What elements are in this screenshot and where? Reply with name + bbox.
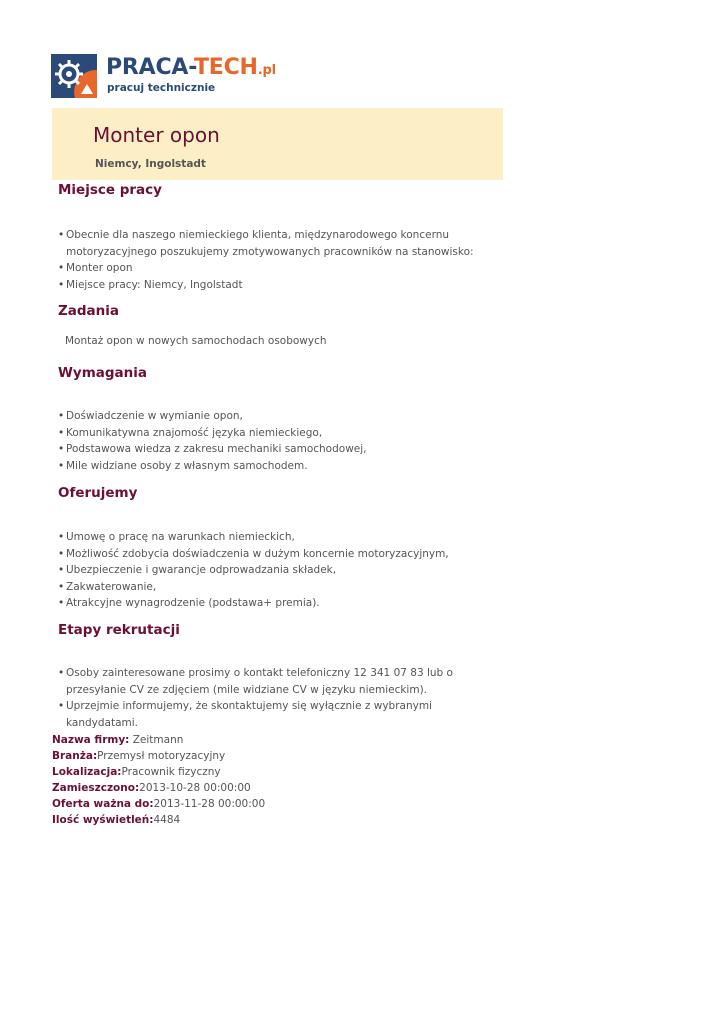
zadania-text: Montaż opon w nowych samochodach osobowych [65,335,327,347]
meta-value: Zeitmann [129,734,184,746]
logo-part-tld: .pl [257,63,276,78]
logo-wordmark [106,55,276,84]
meta-value: 2013-10-28 00:00:00 [139,782,251,794]
list-item: • Komunikatywna znajomość języka niemieckiego, [58,425,498,442]
meta-views [52,812,265,828]
meta-industry [52,748,265,764]
list-item: • Obecnie dla naszego niemieckiego klienta, międzynarodowego koncernu motoryzacyjnego poszukujemy zmotywowanych pracowników na stanowisko: [58,227,478,260]
list-item: • Zakwaterowanie, [58,579,498,596]
list-item: • Mile widziane osoby z własnym samochodem. [58,458,498,475]
meta-valid [52,796,265,812]
meta-value: Pracownik fizyczny [121,766,221,778]
meta-posted [52,780,265,796]
job-location: Niemcy, Ingolstadt [95,158,206,170]
list-item: • Atrakcyjne wynagrodzenie (podstawa+ premia). [58,595,498,612]
meta-label: Zamieszczono: [52,782,140,794]
meta-location [52,764,265,780]
list-item: • Umowę o pracę na warunkach niemieckich, [58,529,498,546]
list-oferujemy [58,529,498,612]
section-title-zadania: Zadania [58,303,120,319]
list-item: • Miejsce pracy: Niemcy, Ingolstadt [58,277,478,294]
job-title: Monter opon [93,123,220,147]
section-title-miejsce: Miejsce pracy [58,182,162,198]
logo-tagline: pracuj technicznie [107,82,216,94]
list-item: • Osoby zainteresowane prosimy o kontakt telefoniczny 12 341 07 83 lub o przesyłanie CV ze zdjęciem (mile widziane CV w języku niemieckim). [58,665,498,698]
meta-value: Przemysł motoryzacyjny [97,750,226,762]
section-title-etapy: Etapy rekrutacji [58,622,180,638]
meta-value: 2013-11-28 00:00:00 [153,798,266,810]
site-logo[interactable] [51,54,276,100]
meta-label: Oferta ważna do: [52,798,154,810]
job-meta [52,732,265,828]
list-item: • Monter opon [58,260,478,277]
logo-part-tech: TECH [193,55,258,80]
list-wymagania [58,408,498,474]
section-title-oferujemy: Oferujemy [58,485,138,501]
list-miejsce [58,227,478,293]
meta-label: Nazwa firmy: [52,734,130,746]
section-title-wymagania: Wymagania [58,365,147,381]
logo-part-praca: PRACA- [106,55,194,80]
meta-value: 4484 [153,814,181,826]
list-item: • Ubezpieczenie i gwarancje odprowadzania składek, [58,562,498,579]
meta-label: Branża: [52,750,98,762]
job-header [52,108,503,180]
list-item: • Uprzejmie informujemy, że skontaktujemy się wyłącznie z wybranymi kandydatami. [58,698,498,731]
meta-company [52,732,265,748]
meta-label: Ilość wyświetleń: [52,814,154,826]
gear-logo-icon [51,54,97,98]
list-item: • Możliwość zdobycia doświadczenia w dużym koncernie motoryzacyjnym, [58,546,498,563]
meta-label: Lokalizacja: [52,766,122,778]
list-item: • Doświadczenie w wymianie opon, [58,408,498,425]
list-etapy [58,665,498,731]
list-item: • Podstawowa wiedza z zakresu mechaniki samochodowej, [58,441,498,458]
